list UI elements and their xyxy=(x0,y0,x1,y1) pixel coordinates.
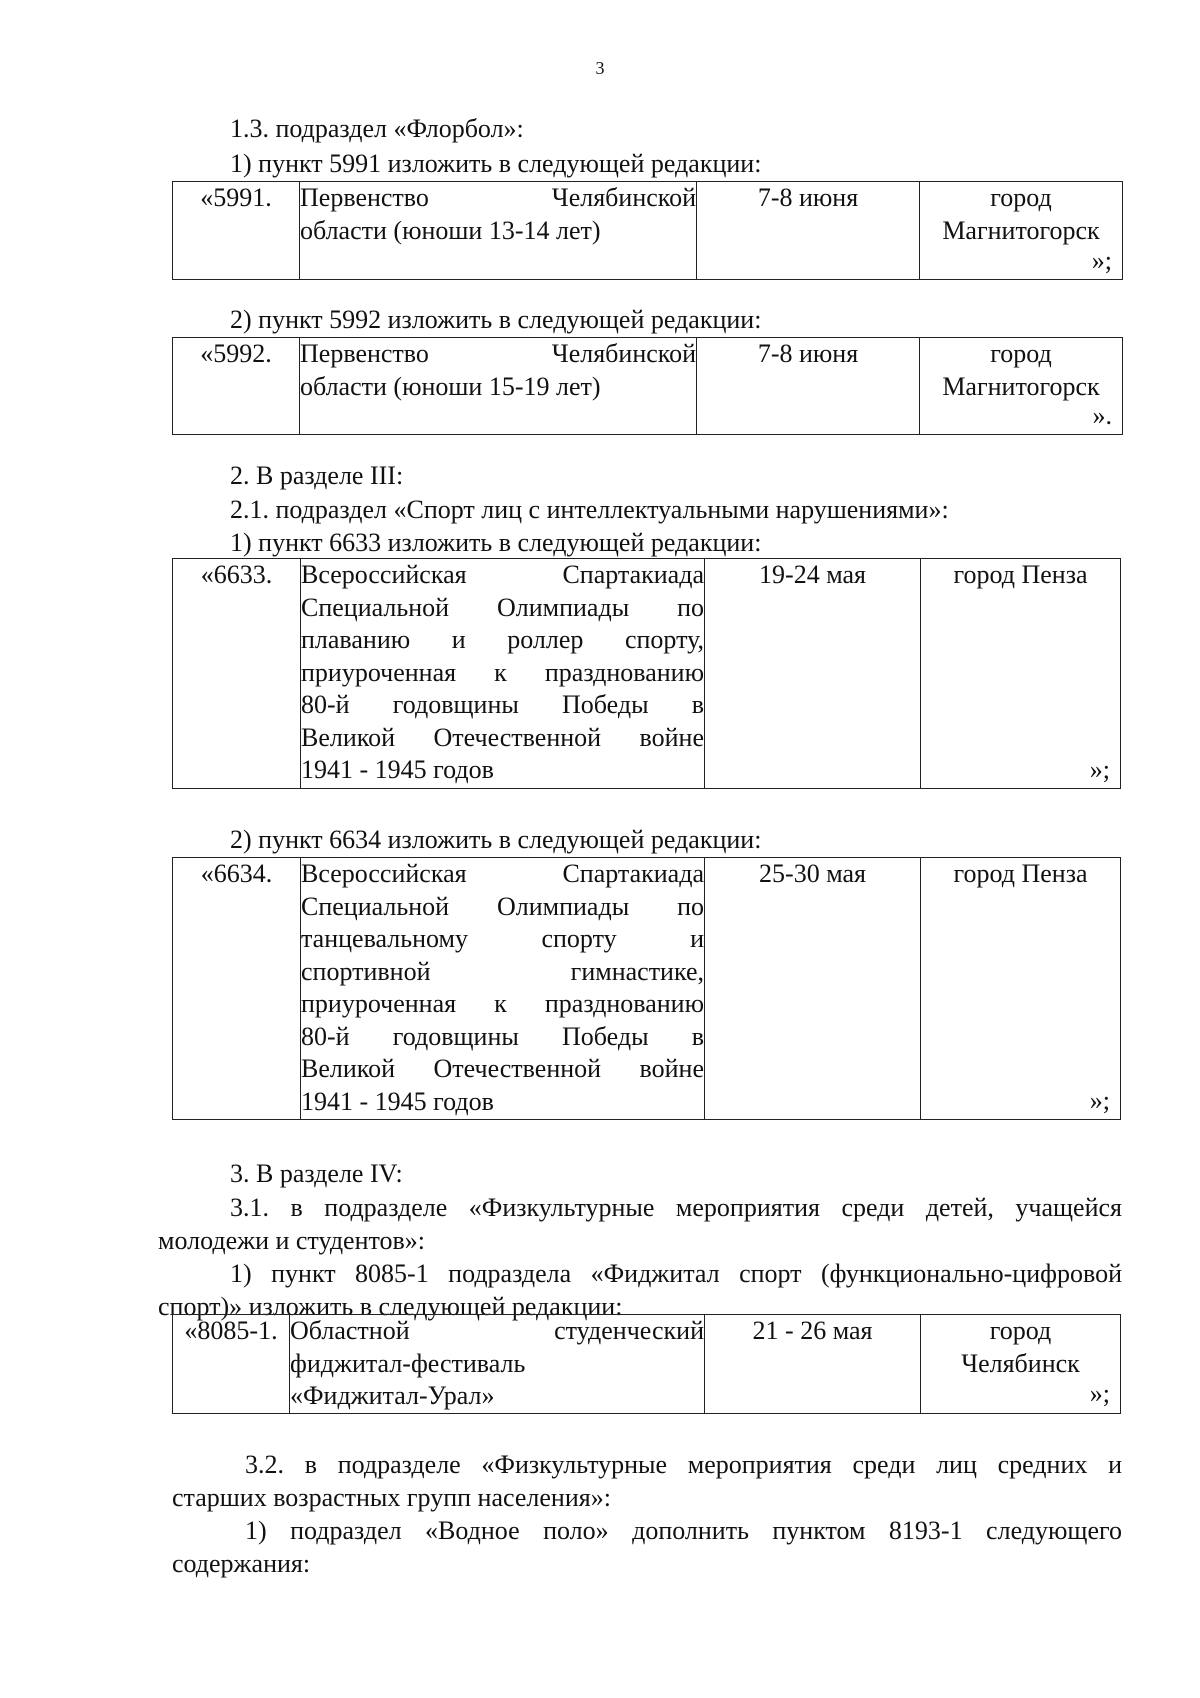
event-name-line: Специальной Олимпиады по xyxy=(301,592,704,622)
event-date: 7-8 июня xyxy=(697,182,920,280)
event-name-cell xyxy=(300,182,697,280)
table-item-6633 xyxy=(172,558,1121,789)
event-name-line: 1941 - 1945 годов xyxy=(301,755,494,784)
event-date: 19-24 мая xyxy=(705,559,921,789)
event-name-line: Первенство Челябинской xyxy=(300,339,696,368)
event-name-cell xyxy=(290,1315,705,1414)
event-name-line: плаванию и роллер спорту, xyxy=(301,625,704,654)
event-name-line: приуроченная к празднованию xyxy=(301,657,704,687)
table-item-6634 xyxy=(172,857,1121,1120)
row-number: «8085-1. xyxy=(173,1315,290,1414)
row-number: «6634. xyxy=(173,858,301,1120)
event-date: 21 - 26 мая xyxy=(705,1315,921,1414)
item-8193-1-intro-cont: содержания: xyxy=(172,1549,311,1578)
closing-quote: »; xyxy=(1091,245,1112,275)
event-name-line: Специальной Олимпиады по xyxy=(301,891,704,921)
event-name-line: 80-й годовщины Победы в xyxy=(301,690,704,719)
section-3-1-heading-cont: молодежи и студентов»: xyxy=(158,1226,426,1255)
page-number: 3 xyxy=(595,58,605,78)
section-3-1-heading: 3.1. в подразделе «Физкультурные мероприятия среди детей, учащейся xyxy=(230,1193,1122,1222)
event-name-line: области (юноши 13-14 лет) xyxy=(300,215,601,245)
event-place-line: Магнитогорск xyxy=(942,371,1100,401)
event-name-line: области (юноши 15-19 лет) xyxy=(300,371,601,401)
item-6633-intro: 1) пункт 6633 изложить в следующей редакции: xyxy=(230,528,762,557)
table-item-5992 xyxy=(172,337,1123,435)
closing-quote: »; xyxy=(1089,754,1110,784)
event-place-line: Челябинск xyxy=(961,1348,1080,1378)
event-name-line: Областной студенческий xyxy=(290,1316,704,1345)
section-3-2-heading-cont: старших возрастных групп населения»: xyxy=(172,1483,611,1512)
event-place-line: город xyxy=(990,339,1052,368)
event-date: 25-30 мая xyxy=(705,858,921,1120)
event-place-cell xyxy=(921,559,1121,789)
section-1-3-heading: 1.3. подраздел «Флорбол»: xyxy=(230,114,524,143)
item-6634-intro: 2) пункт 6634 изложить в следующей редакции: xyxy=(230,825,762,854)
event-name-line: «Фиджитал-Урал» xyxy=(290,1381,495,1410)
event-date: 7-8 июня xyxy=(697,338,920,435)
row-number: «5991. xyxy=(173,182,300,280)
section-3-2-heading: 3.2. в подразделе «Физкультурные мероприятия среди лиц средних и xyxy=(245,1450,1122,1479)
event-place-line: Магнитогорск xyxy=(942,215,1100,245)
closing-quote: »; xyxy=(1089,1379,1110,1408)
event-place-cell xyxy=(920,338,1123,435)
item-8193-1-intro: 1) подраздел «Водное поло» дополнить пунктом 8193-1 следующего xyxy=(245,1516,1122,1545)
section-2-heading: 2. В разделе III: xyxy=(230,461,404,490)
closing-quote: »; xyxy=(1089,1085,1110,1115)
event-name-line: приуроченная к празднованию xyxy=(301,989,704,1018)
item-8085-1-intro: 1) пункт 8085-1 подраздела «Фиджитал спорт (функционально-цифровой xyxy=(230,1259,1122,1288)
event-name-line: 1941 - 1945 годов xyxy=(301,1086,494,1116)
event-place: город Пенза xyxy=(953,560,1088,589)
event-name-cell xyxy=(301,858,705,1120)
event-name-line: Всероссийская Спартакиада xyxy=(301,560,704,589)
item-5992-intro: 2) пункт 5992 изложить в следующей редакции: xyxy=(230,305,762,334)
section-3-heading: 3. В разделе IV: xyxy=(230,1159,403,1188)
event-name-line: Всероссийская Спартакиада xyxy=(301,859,704,888)
item-5991-intro: 1) пункт 5991 изложить в следующей редакции: xyxy=(230,149,762,178)
event-name-line: Великой Отечественной войне xyxy=(301,722,704,752)
item-8085-1-intro-cont: спорт)» изложить в следующей редакции: xyxy=(158,1292,623,1321)
event-place-line: город xyxy=(989,1316,1052,1345)
event-name-line: Первенство Челябинской xyxy=(300,183,696,212)
event-name-line: Великой Отечественной войне xyxy=(301,1054,704,1083)
table-item-5991 xyxy=(172,181,1123,280)
event-name-cell xyxy=(300,338,697,435)
event-name-line: 80-й годовщины Победы в xyxy=(301,1021,704,1051)
closing-quote: ». xyxy=(1092,400,1112,430)
row-number: «6633. xyxy=(173,559,301,789)
event-name-cell xyxy=(301,559,705,789)
event-place: город Пенза xyxy=(953,859,1088,888)
event-place-line: город xyxy=(990,183,1052,212)
event-place-cell xyxy=(921,858,1121,1120)
event-name-line: танцевальному спорту и xyxy=(301,924,704,953)
event-name-line: фиджитал-фестиваль xyxy=(290,1348,526,1378)
event-place-cell xyxy=(921,1315,1121,1414)
table-item-8085-1 xyxy=(172,1314,1121,1414)
row-number: «5992. xyxy=(173,338,300,435)
section-2-1-heading: 2.1. подраздел «Спорт лиц с интеллектуальными нарушениями»: xyxy=(230,495,949,524)
event-place-cell xyxy=(920,182,1123,280)
event-name-line: спортивной гимнастике, xyxy=(301,956,704,986)
